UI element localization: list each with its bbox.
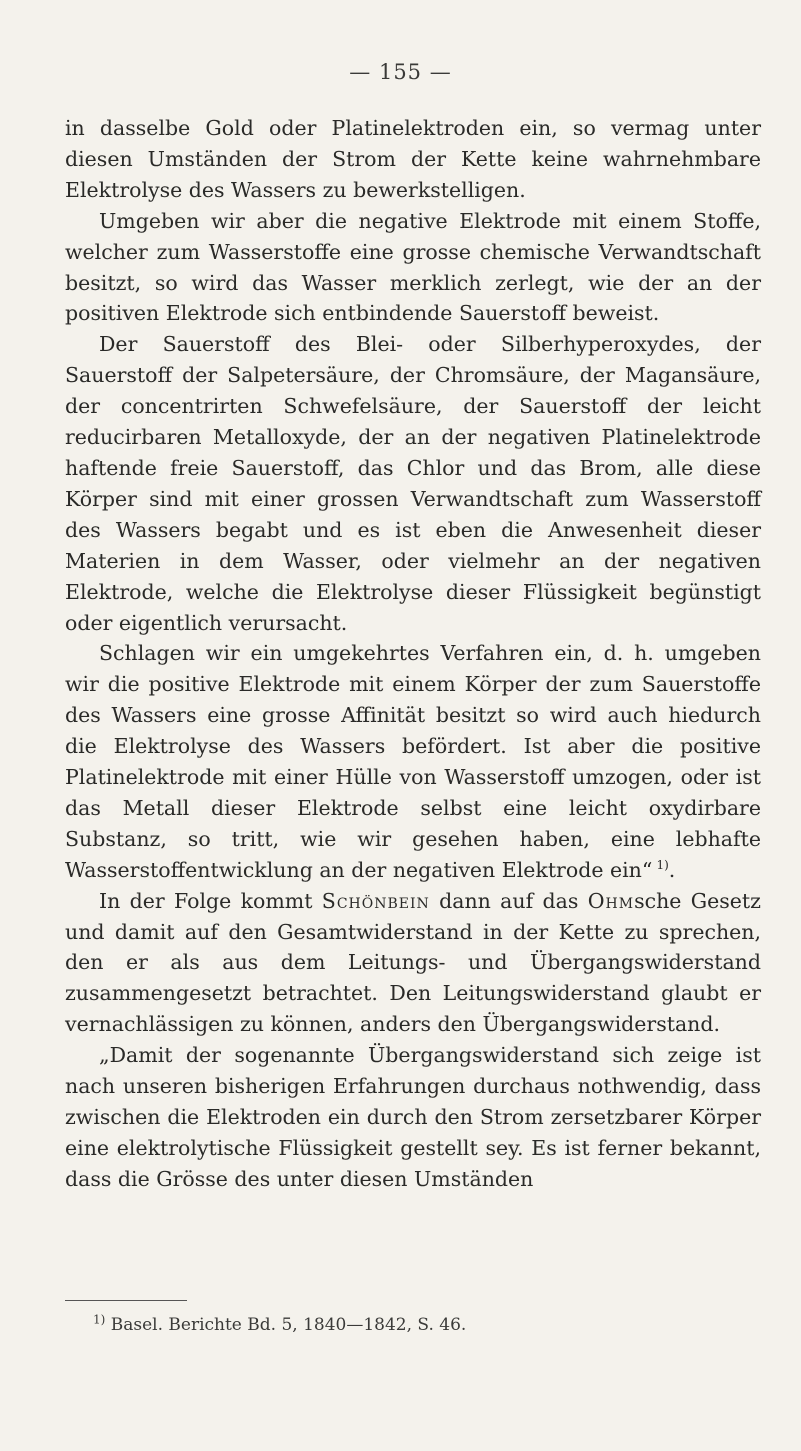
footnote-text: Basel. Berichte Bd. 5, 1840—1842, S. 46. [110, 1315, 467, 1335]
paragraph-4-tail: . [668, 857, 676, 882]
paragraph-2: Umgeben wir aber die negative Elektrode mit einem Stoffe, welcher zum Wasserstoffe eine grosse chemische Verwandtschaft besitzt, so wird das Wasser merklich zerlegt, wie der an der positiven Elektrode sich entbindende Sauerstoff beweist. [65, 208, 761, 326]
footnote-marker: 1) [93, 1312, 106, 1327]
author-name-ohm: Ohm [587, 888, 635, 913]
paragraph-5-text-before: In der Folge kommt [99, 888, 313, 913]
paragraph-4-text: Schlagen wir ein umgekehrtes Verfahren ein, d. h. umgeben wir die positive Elektrode mit einem Körper der zum Sauerstoffe des Wassers eine grosse Affinität besitzt so wird auch hiedurch die Elektrolyse des Wassers befördert. Ist aber die positive Platinelektrode mit einer Hülle von Wasserstoff umzogen, oder ist das Metall dieser Elektrode selbst eine leicht oxydirbare Substanz, so tritt, wie wir gesehen haben, eine lebhafte Wasserstoffentwicklung an der negativen Elektrode ein“ [65, 641, 761, 882]
body-text [65, 113, 761, 1195]
paragraph-5-text-after: sche Gesetz und damit auf den Gesamtwiderstand in der Kette zu sprechen, den er als aus dem Leitungs- und Übergangswiderstand zusammengesetzt betrachtet. Den Leitungswiderstand glaubt er vernachlässigen zu können, anders den Übergangswiderstand. [65, 888, 761, 1037]
paragraph-4 [65, 638, 761, 885]
footnote-reference: 1) [656, 857, 669, 872]
paragraph-6: „Damit der sogenannte Übergangswiderstand sich zeige ist nach unseren bisherigen Erfahrungen durchaus nothwendig, dass zwischen die Elektroden ein durch den Strom zersetzbarer Körper eine elektrolytische Flüssigkeit gestellt sey. Es ist ferner bekannt, dass die Grösse des unter diesen Umständen [65, 1043, 761, 1191]
page-number: — 155 — [349, 60, 452, 84]
paragraph-1: in dasselbe Gold oder Platinelektroden ein, so vermag unter diesen Umständen der Strom der Kette keine wahrnehmbare Elektrolyse des Wassers zu bewerkstelligen. [65, 116, 761, 202]
footnote-divider [65, 1300, 187, 1301]
paragraph-5 [65, 886, 761, 1041]
author-name-schoenbein: Schönbein [321, 888, 430, 913]
paragraph-3: Der Sauerstoff des Blei- oder Silberhyperoxydes, der Sauerstoff der Salpetersäure, der Chromsäure, der Magansäure, der concentrirten Schwefelsäure, der Sauerstoff der leicht reducirbaren Metalloxyde, der an der negativen Platinelektrode haftende freie Sauerstoff, das Chlor und das Brom, alle diese Körper sind mit einer grossen Verwandtschaft zum Wasserstoff des Wassers begabt und es ist eben die Anwesenheit dieser Materien in dem Wasser, oder vielmehr an der negativen Elektrode, welche die Elektrolyse dieser Flüssigkeit begünstigt oder eigentlich verursacht. [65, 332, 761, 635]
paragraph-5-text-middle: dann auf das [439, 888, 579, 913]
footnote [93, 1314, 466, 1336]
